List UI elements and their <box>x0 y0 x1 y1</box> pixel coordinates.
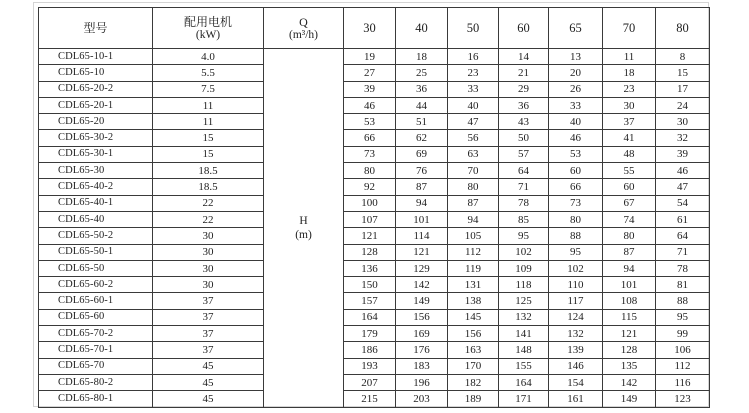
head-value-cell: 16 <box>448 49 499 65</box>
motor-power-cell: 4.0 <box>153 49 264 65</box>
motor-power-cell: 45 <box>153 391 264 407</box>
head-value-cell: 62 <box>396 130 448 146</box>
header-motor-unit: (kW) <box>195 28 221 41</box>
head-value-cell: 27 <box>344 65 396 81</box>
model-cell: CDL65-80-1 <box>39 391 153 407</box>
head-value-cell: 39 <box>344 81 396 97</box>
head-value-cell: 87 <box>396 179 448 195</box>
header-motor <box>153 8 264 49</box>
head-value-cell: 132 <box>549 326 603 342</box>
head-value-cell: 50 <box>499 130 549 146</box>
head-value-cell: 156 <box>448 326 499 342</box>
head-value-cell: 203 <box>396 391 448 407</box>
head-value-cell: 176 <box>396 342 448 358</box>
head-value-cell: 125 <box>499 293 549 309</box>
model-cell: CDL65-60 <box>39 309 153 325</box>
head-value-cell: 71 <box>499 179 549 195</box>
head-value-cell: 117 <box>549 293 603 309</box>
head-value-cell: 44 <box>396 97 448 113</box>
head-value-cell: 121 <box>344 228 396 244</box>
table-row <box>39 326 710 342</box>
head-value-cell: 76 <box>396 163 448 179</box>
head-value-cell: 46 <box>656 163 710 179</box>
head-value-cell: 149 <box>603 391 656 407</box>
head-value-cell: 20 <box>549 65 603 81</box>
motor-power-cell: 22 <box>153 195 264 211</box>
model-cell: CDL65-40-2 <box>39 179 153 195</box>
head-value-cell: 73 <box>549 195 603 211</box>
head-value-cell: 94 <box>396 195 448 211</box>
table-row <box>39 244 710 260</box>
head-value-cell: 123 <box>656 391 710 407</box>
head-value-cell: 61 <box>656 211 710 227</box>
header-flow-value: 40 <box>396 8 448 49</box>
motor-power-cell: 22 <box>153 211 264 227</box>
head-value-cell: 132 <box>499 309 549 325</box>
head-value-cell: 74 <box>603 211 656 227</box>
head-value-cell: 105 <box>448 228 499 244</box>
head-value-cell: 23 <box>603 81 656 97</box>
head-value-cell: 114 <box>396 228 448 244</box>
table-row <box>39 130 710 146</box>
head-value-cell: 71 <box>656 244 710 260</box>
table-row <box>39 179 710 195</box>
table-row <box>39 65 710 81</box>
header-flow-value: 30 <box>344 8 396 49</box>
head-value-cell: 107 <box>344 211 396 227</box>
head-value-cell: 196 <box>396 374 448 390</box>
head-value-cell: 154 <box>549 374 603 390</box>
head-value-cell: 170 <box>448 358 499 374</box>
head-value-cell: 78 <box>499 195 549 211</box>
head-value-cell: 18 <box>603 65 656 81</box>
model-cell: CDL65-70 <box>39 358 153 374</box>
head-value-cell: 100 <box>344 195 396 211</box>
head-value-cell: 23 <box>448 65 499 81</box>
head-value-cell: 37 <box>603 114 656 130</box>
head-value-cell: 63 <box>448 146 499 162</box>
motor-power-cell: 45 <box>153 374 264 390</box>
head-value-cell: 39 <box>656 146 710 162</box>
head-value-cell: 142 <box>603 374 656 390</box>
header-flow-value: 65 <box>549 8 603 49</box>
head-value-cell: 47 <box>656 179 710 195</box>
model-cell: CDL65-50 <box>39 260 153 276</box>
head-value-cell: 139 <box>549 342 603 358</box>
model-cell: CDL65-80-2 <box>39 374 153 390</box>
table-row <box>39 309 710 325</box>
head-value-cell: 135 <box>603 358 656 374</box>
head-value-cell: 11 <box>603 49 656 65</box>
model-cell: CDL65-60-1 <box>39 293 153 309</box>
header-q-label: Q <box>299 14 308 29</box>
model-cell: CDL65-20 <box>39 114 153 130</box>
head-value-cell: 46 <box>549 130 603 146</box>
head-value-cell: 106 <box>656 342 710 358</box>
head-value-cell: 148 <box>499 342 549 358</box>
head-value-cell: 155 <box>499 358 549 374</box>
head-value-cell: 78 <box>656 260 710 276</box>
head-value-cell: 18 <box>396 49 448 65</box>
table-row <box>39 49 710 65</box>
head-value-cell: 56 <box>448 130 499 146</box>
head-value-cell: 25 <box>396 65 448 81</box>
head-value-cell: 102 <box>549 260 603 276</box>
header-flow <box>264 8 344 49</box>
head-value-cell: 149 <box>396 293 448 309</box>
head-value-cell: 131 <box>448 277 499 293</box>
model-cell: CDL65-40-1 <box>39 195 153 211</box>
table-row <box>39 342 710 358</box>
head-value-cell: 145 <box>448 309 499 325</box>
head-value-cell: 64 <box>499 163 549 179</box>
head-value-cell: 88 <box>549 228 603 244</box>
head-value-cell: 19 <box>344 49 396 65</box>
motor-power-cell: 15 <box>153 146 264 162</box>
head-value-cell: 48 <box>603 146 656 162</box>
motor-power-cell: 37 <box>153 342 264 358</box>
head-value-cell: 47 <box>448 114 499 130</box>
head-value-cell: 64 <box>656 228 710 244</box>
head-value-cell: 60 <box>603 179 656 195</box>
head-value-cell: 55 <box>603 163 656 179</box>
table-row <box>39 391 710 407</box>
head-value-cell: 80 <box>448 179 499 195</box>
head-value-cell: 99 <box>656 326 710 342</box>
head-value-cell: 179 <box>344 326 396 342</box>
model-cell: CDL65-70-1 <box>39 342 153 358</box>
head-value-cell: 67 <box>603 195 656 211</box>
motor-power-cell: 30 <box>153 244 264 260</box>
head-value-cell: 169 <box>396 326 448 342</box>
head-value-cell: 163 <box>448 342 499 358</box>
motor-power-cell: 37 <box>153 326 264 342</box>
model-cell: CDL65-40 <box>39 211 153 227</box>
head-value-cell: 85 <box>499 211 549 227</box>
head-value-cell: 73 <box>344 146 396 162</box>
head-value-cell: 36 <box>499 97 549 113</box>
head-value-cell: 109 <box>499 260 549 276</box>
head-value-cell: 141 <box>499 326 549 342</box>
model-cell: CDL65-30-1 <box>39 146 153 162</box>
model-cell: CDL65-20-2 <box>39 81 153 97</box>
head-unit: (m) <box>295 228 312 241</box>
head-value-cell: 17 <box>656 81 710 97</box>
header-flow-value: 70 <box>603 8 656 49</box>
motor-power-cell: 7.5 <box>153 81 264 97</box>
motor-power-cell: 37 <box>153 309 264 325</box>
head-value-cell: 26 <box>549 81 603 97</box>
head-value-cell: 87 <box>448 195 499 211</box>
table-row <box>39 163 710 179</box>
head-value-cell: 15 <box>656 65 710 81</box>
head-value-cell: 94 <box>448 211 499 227</box>
head-value-cell: 101 <box>603 277 656 293</box>
motor-power-cell: 30 <box>153 277 264 293</box>
motor-power-cell: 15 <box>153 130 264 146</box>
head-value-cell: 138 <box>448 293 499 309</box>
head-value-cell: 101 <box>396 211 448 227</box>
head-value-cell: 150 <box>344 277 396 293</box>
table-row <box>39 374 710 390</box>
head-value-cell: 13 <box>549 49 603 65</box>
head-value-cell: 156 <box>396 309 448 325</box>
head-value-cell: 124 <box>549 309 603 325</box>
head-value-cell: 157 <box>344 293 396 309</box>
head-value-cell: 33 <box>448 81 499 97</box>
head-value-cell: 57 <box>499 146 549 162</box>
head-value-cell: 30 <box>656 114 710 130</box>
head-value-cell: 70 <box>448 163 499 179</box>
table-row <box>39 277 710 293</box>
model-cell: CDL65-10-1 <box>39 49 153 65</box>
head-value-cell: 51 <box>396 114 448 130</box>
head-value-cell: 116 <box>656 374 710 390</box>
model-cell: CDL65-30-2 <box>39 130 153 146</box>
model-cell: CDL65-50-1 <box>39 244 153 260</box>
head-value-cell: 215 <box>344 391 396 407</box>
head-value-cell: 136 <box>344 260 396 276</box>
head-value-cell: 21 <box>499 65 549 81</box>
model-cell: CDL65-50-2 <box>39 228 153 244</box>
head-value-cell: 193 <box>344 358 396 374</box>
head-value-cell: 129 <box>396 260 448 276</box>
table-row <box>39 211 710 227</box>
header-flow-value: 80 <box>656 8 710 49</box>
table-row <box>39 81 710 97</box>
table-row <box>39 293 710 309</box>
head-value-cell: 80 <box>549 211 603 227</box>
table-row <box>39 195 710 211</box>
head-value-cell: 69 <box>396 146 448 162</box>
model-cell: CDL65-20-1 <box>39 97 153 113</box>
table-row <box>39 97 710 113</box>
motor-power-cell: 11 <box>153 114 264 130</box>
head-value-cell: 121 <box>603 326 656 342</box>
head-value-cell: 146 <box>549 358 603 374</box>
head-value-cell: 95 <box>499 228 549 244</box>
head-value-cell: 29 <box>499 81 549 97</box>
head-value-cell: 14 <box>499 49 549 65</box>
motor-power-cell: 18.5 <box>153 179 264 195</box>
head-value-cell: 161 <box>549 391 603 407</box>
head-value-cell: 66 <box>549 179 603 195</box>
head-value-cell: 128 <box>603 342 656 358</box>
head-value-cell: 33 <box>549 97 603 113</box>
head-value-cell: 8 <box>656 49 710 65</box>
model-cell: CDL65-70-2 <box>39 326 153 342</box>
pump-spec-table <box>38 7 710 408</box>
head-value-cell: 171 <box>499 391 549 407</box>
head-value-cell: 66 <box>344 130 396 146</box>
head-label: H <box>299 214 308 227</box>
head-value-cell: 108 <box>603 293 656 309</box>
table-body <box>39 49 710 408</box>
header-model-label: 型号 <box>83 21 108 35</box>
head-value-cell: 182 <box>448 374 499 390</box>
header-flow-value: 60 <box>499 8 549 49</box>
head-value-cell: 41 <box>603 130 656 146</box>
head-value-cell: 112 <box>656 358 710 374</box>
header-motor-label: 配用电机 <box>183 14 232 29</box>
header-q-unit: (m³/h) <box>289 28 318 41</box>
motor-power-cell: 5.5 <box>153 65 264 81</box>
head-value-cell: 80 <box>344 163 396 179</box>
head-value-cell: 36 <box>396 81 448 97</box>
head-value-cell: 118 <box>499 277 549 293</box>
motor-power-cell: 37 <box>153 293 264 309</box>
motor-power-cell: 30 <box>153 228 264 244</box>
head-value-cell: 88 <box>656 293 710 309</box>
head-value-cell: 81 <box>656 277 710 293</box>
model-cell: CDL65-10 <box>39 65 153 81</box>
head-value-cell: 164 <box>344 309 396 325</box>
table-row <box>39 146 710 162</box>
table-row <box>39 114 710 130</box>
table-row <box>39 260 710 276</box>
head-value-cell: 128 <box>344 244 396 260</box>
table-row <box>39 228 710 244</box>
head-value-cell: 95 <box>549 244 603 260</box>
motor-power-cell: 30 <box>153 260 264 276</box>
header-flow-value: 50 <box>448 8 499 49</box>
header-model <box>39 8 153 49</box>
head-value-cell: 54 <box>656 195 710 211</box>
head-value-cell: 119 <box>448 260 499 276</box>
head-value-cell: 80 <box>603 228 656 244</box>
head-value-cell: 30 <box>603 97 656 113</box>
head-value-cell: 60 <box>549 163 603 179</box>
motor-power-cell: 45 <box>153 358 264 374</box>
head-value-cell: 40 <box>448 97 499 113</box>
head-value-cell: 53 <box>549 146 603 162</box>
head-value-cell: 32 <box>656 130 710 146</box>
head-value-cell: 110 <box>549 277 603 293</box>
head-value-cell: 121 <box>396 244 448 260</box>
motor-power-cell: 18.5 <box>153 163 264 179</box>
head-value-cell: 94 <box>603 260 656 276</box>
head-value-cell: 92 <box>344 179 396 195</box>
head-value-cell: 53 <box>344 114 396 130</box>
header-row <box>39 8 710 49</box>
head-label-cell <box>264 49 344 408</box>
head-value-cell: 189 <box>448 391 499 407</box>
head-value-cell: 43 <box>499 114 549 130</box>
motor-power-cell: 11 <box>153 97 264 113</box>
table-row <box>39 358 710 374</box>
head-value-cell: 183 <box>396 358 448 374</box>
head-value-cell: 87 <box>603 244 656 260</box>
head-value-cell: 186 <box>344 342 396 358</box>
head-value-cell: 46 <box>344 97 396 113</box>
head-value-cell: 95 <box>656 309 710 325</box>
head-value-cell: 24 <box>656 97 710 113</box>
model-cell: CDL65-30 <box>39 163 153 179</box>
head-value-cell: 112 <box>448 244 499 260</box>
head-value-cell: 102 <box>499 244 549 260</box>
model-cell: CDL65-60-2 <box>39 277 153 293</box>
head-value-cell: 164 <box>499 374 549 390</box>
head-value-cell: 207 <box>344 374 396 390</box>
head-value-cell: 40 <box>549 114 603 130</box>
head-value-cell: 115 <box>603 309 656 325</box>
head-value-cell: 142 <box>396 277 448 293</box>
